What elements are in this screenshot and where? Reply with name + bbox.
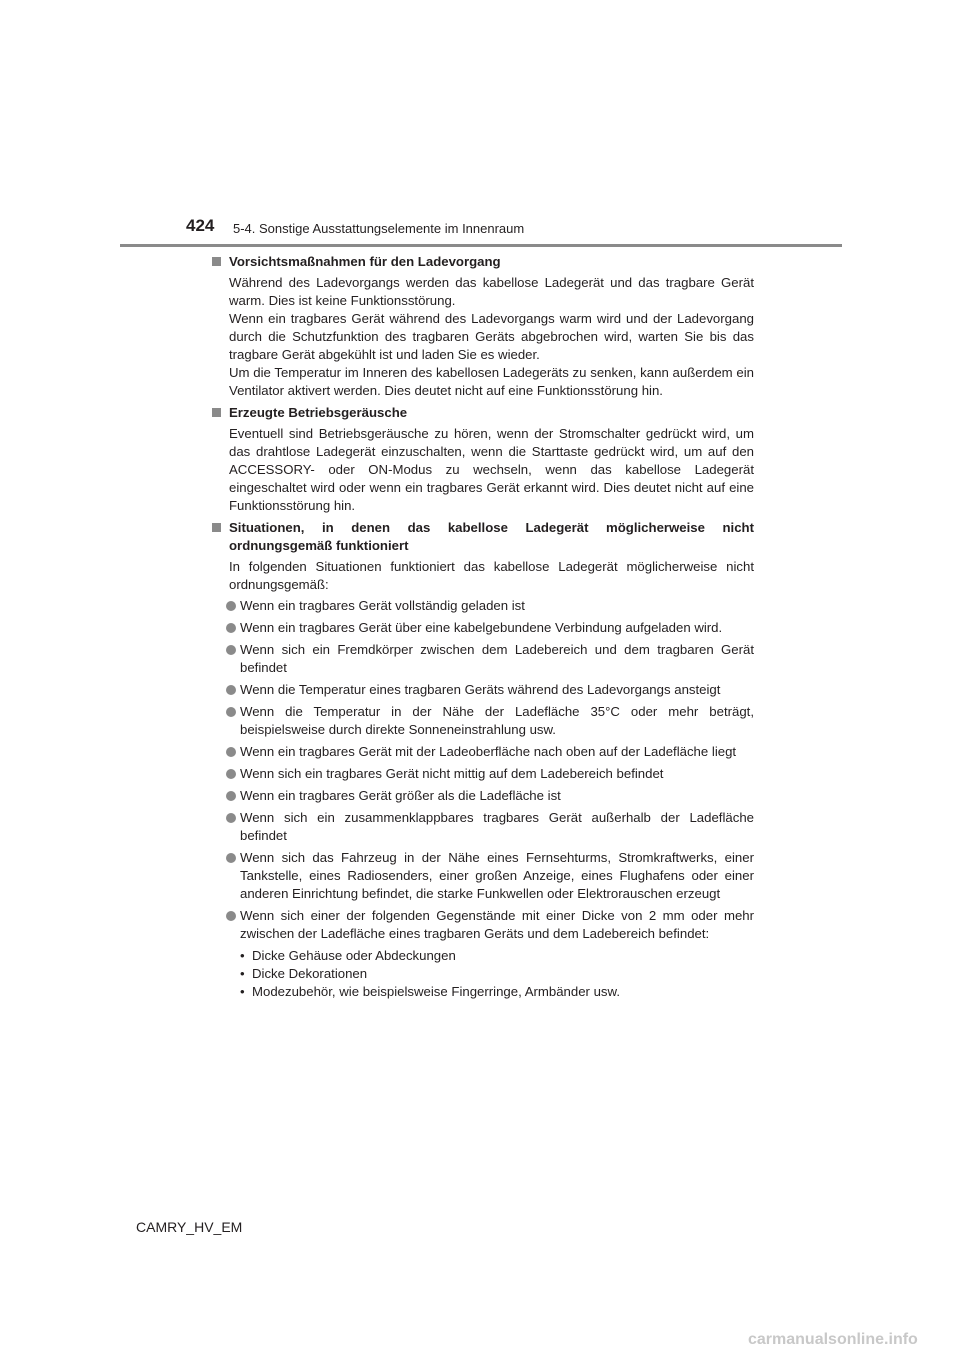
sub-list [212,947,754,1001]
list-item-text: Wenn sich ein tragbares Gerät nicht mittig auf dem Ladebereich befindet [240,766,664,781]
circle-bullet-icon [226,747,236,757]
sub-list-item-text: Dicke Dekorationen [252,966,368,981]
sub-bullet-marker: • [240,966,245,981]
circle-bullet-icon [226,769,236,779]
heading-text: Vorsichtsmaßnahmen für den Ladevorgang [229,254,501,269]
list-item [212,619,754,637]
sub-list-item [212,947,754,965]
paragraph: Eventuell sind Betriebsgeräusche zu hören, wenn der Stromschalter gedrückt wird, um das drahtlose Ladegerät einzuschalten, wenn die Starttaste gedrückt wird, um auf den ACCESSORY- oder ON-Modus zu wechseln, wenn das kabellose Ladegerät eingeschaltet wird oder wenn ein tragbares Gerät erkannt wird. Dies deutet nicht auf eine Funktionsstörung hin. [229,426,754,513]
page-content [212,253,754,1005]
section-malfunction-situations [212,519,754,1001]
list-item [212,597,754,615]
heading-text: Erzeugte Betriebsgeräusche [229,405,408,420]
circle-bullet-icon [226,813,236,823]
square-icon [212,408,221,417]
list-item-text: Wenn sich das Fahrzeug in der Nähe eines Fernsehturms, Stromkraftwerks, einer Tankstelle, eines Radiosenders, einer großen Anzeige, eines Flughafens oder einer anderen Einrichtung befindet, die starke Funkwellen oder Elektrorauschen erzeugt [240,850,754,901]
circle-bullet-icon [226,645,236,655]
section-charging-precautions [212,253,754,400]
paragraph: Um die Temperatur im Inneren des kabellosen Ladegeräts zu senken, kann außerdem ein Ventilator aktivert werden. Dies deutet nicht auf eine Funktionsstörung hin. [229,365,754,398]
list-item [212,681,754,699]
page-number: 424 [186,216,215,235]
list-item-text: Wenn sich einer der folgenden Gegenstände mit einer Dicke von 2 mm oder mehr zwischen der Ladefläche eines tragbaren Geräts und dem Ladebereich befindet: [240,908,754,941]
paragraph: Während des Ladevorgangs werden das kabellose Ladegerät und das tragbare Gerät warm. Dies ist keine Funktionsstörung. [229,275,754,308]
circle-bullet-icon [226,791,236,801]
list-item [212,743,754,761]
sub-list-item [212,965,754,983]
paragraph: In folgenden Situationen funktioniert das kabellose Ladegerät möglicherweise nicht ordnungsgemäß: [229,559,754,592]
section-operating-noise [212,404,754,515]
list-item [212,787,754,805]
circle-bullet-icon [226,685,236,695]
list-item-text: Wenn die Temperatur eines tragbaren Geräts während des Ladevorgangs ansteigt [240,682,721,697]
sub-bullet-marker: • [240,984,245,999]
circle-bullet-icon [226,911,236,921]
list-item [212,907,754,943]
list-item-text: Wenn sich ein zusammenklappbares tragbares Gerät außerhalb der Ladefläche befindet [240,810,754,843]
list-item [212,849,754,903]
section-title: 5-4. Sonstige Ausstattungselemente im Innenraum [233,221,525,236]
list-item-text: Wenn ein tragbares Gerät größer als die Ladefläche ist [240,788,561,803]
paragraph: Wenn ein tragbares Gerät während des Ladevorgangs warm wird und der Ladevorgang durch die Schutzfunktion des tragbaren Geräts abgebrochen wird, warten Sie bis das tragbare Gerät abgekühlt ist und laden Sie es wieder. [229,311,754,362]
heading-text: Situationen, in denen das kabellose Ladegerät möglicherweise nicht ordnungsgemäß funktioniert [229,520,754,553]
list-item [212,703,754,739]
circle-bullet-icon [226,707,236,717]
sub-list-item [212,983,754,1001]
list-item-text: Wenn ein tragbares Gerät vollständig geladen ist [240,598,525,613]
bullet-list [212,597,754,943]
circle-bullet-icon [226,853,236,863]
section-heading [212,519,754,555]
sub-list-item-text: Modezubehör, wie beispielsweise Fingerringe, Armbänder usw. [252,984,620,999]
section-heading [212,253,754,271]
square-icon [212,257,221,266]
document-code: CAMRY_HV_EM [136,1219,243,1235]
list-item [212,809,754,845]
list-item-text: Wenn ein tragbares Gerät über eine kabelgebundene Verbindung aufgeladen wird. [240,620,723,635]
list-item [212,641,754,677]
header-divider [120,244,842,247]
section-heading [212,404,754,422]
square-icon [212,523,221,532]
list-item-text: Wenn ein tragbares Gerät mit der Ladeoberfläche nach oben auf der Ladefläche liegt [240,744,737,759]
list-item-text: Wenn sich ein Fremdkörper zwischen dem Ladebereich und dem tragbaren Gerät befindet [240,642,754,675]
circle-bullet-icon [226,601,236,611]
list-item-text: Wenn die Temperatur in der Nähe der Ladefläche 35°C oder mehr beträgt, beispielsweise durch direkte Sonneneinstrahlung usw. [240,704,754,737]
sub-list-item-text: Dicke Gehäuse oder Abdeckungen [252,948,456,963]
circle-bullet-icon [226,623,236,633]
watermark: carmanualsonline.info [748,1331,918,1348]
sub-bullet-marker: • [240,948,245,963]
list-item [212,765,754,783]
